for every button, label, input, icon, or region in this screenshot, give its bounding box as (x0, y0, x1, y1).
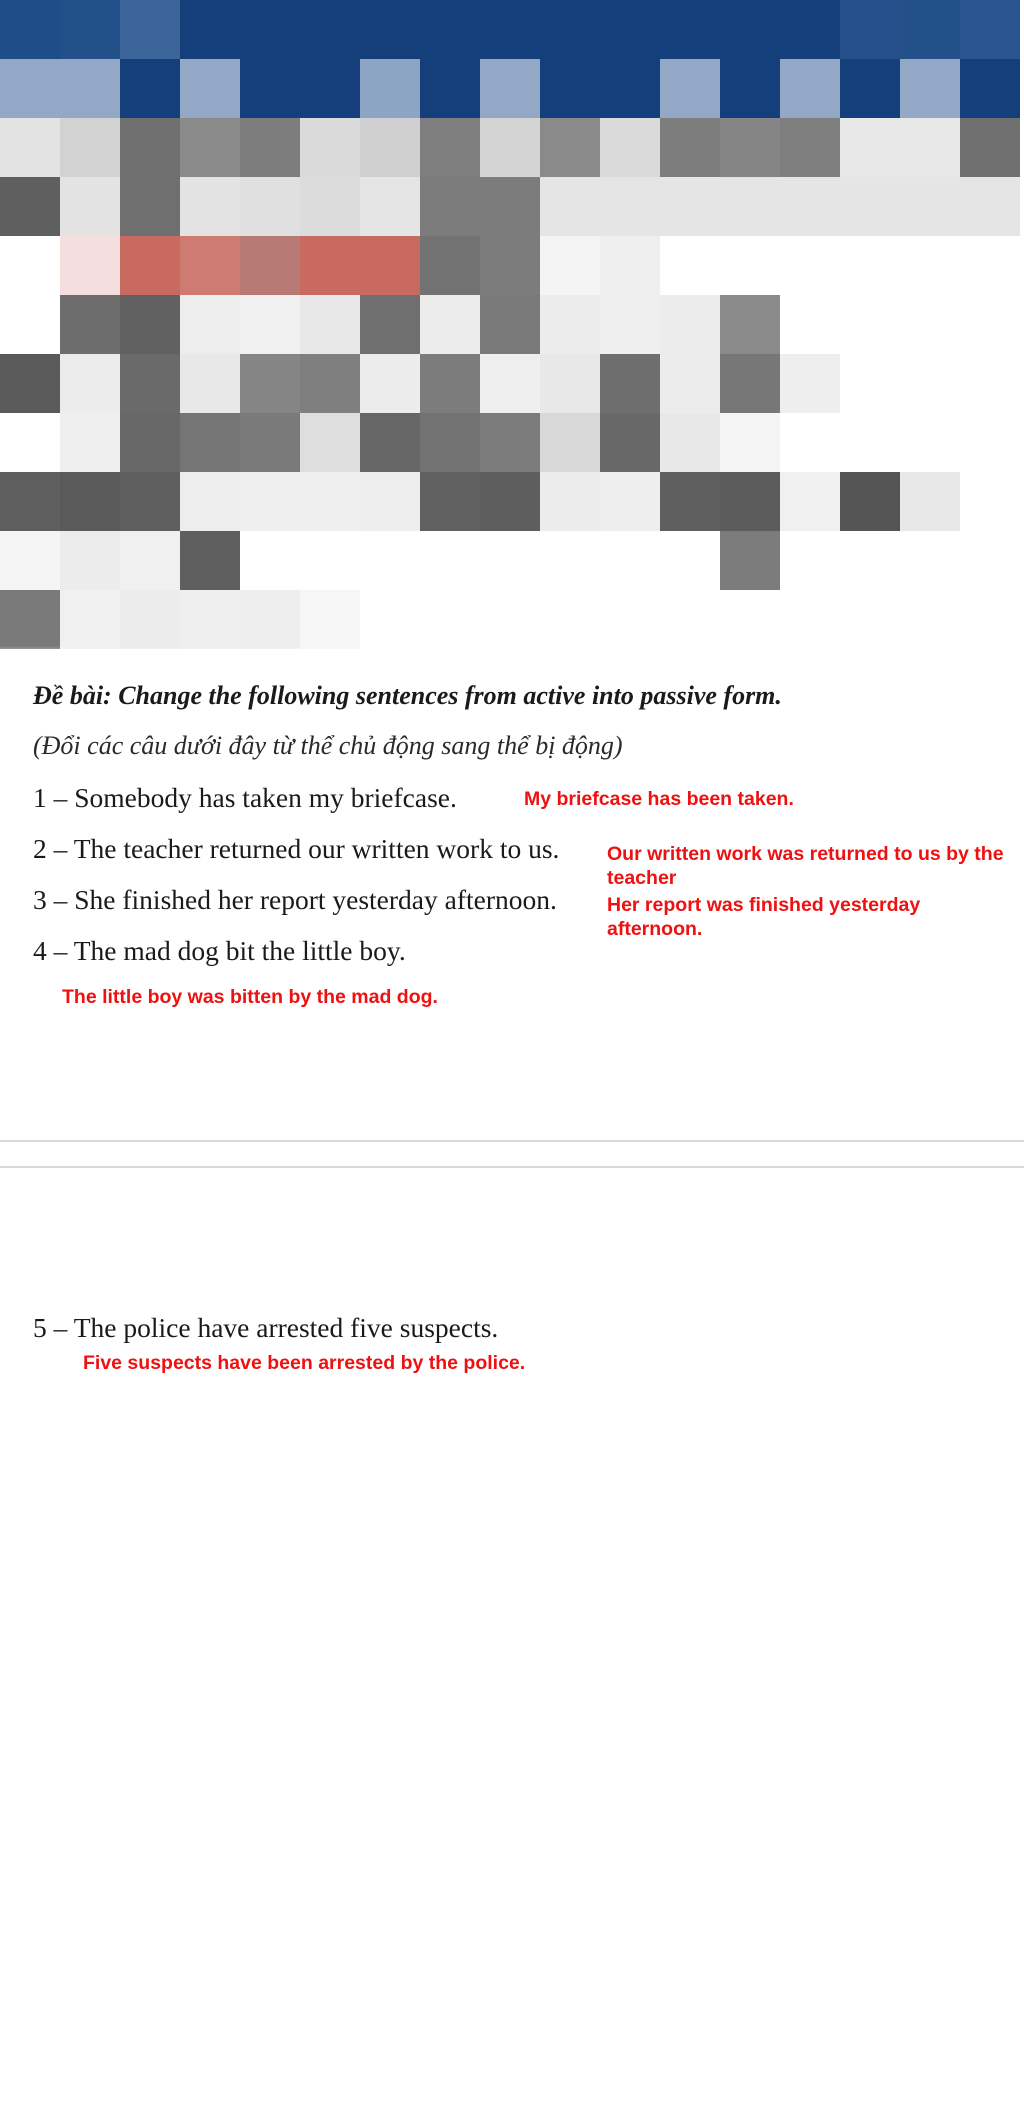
pixel-block (480, 295, 540, 354)
pixel-block (900, 177, 960, 236)
exercise-heading: Đề bài: Change the following sentences from active into passive form. (33, 681, 782, 710)
pixel-block (660, 118, 720, 177)
pixel-block (540, 354, 600, 413)
pixel-block (420, 413, 480, 472)
pixel-block (960, 118, 1020, 177)
pixel-block (540, 59, 600, 118)
pixel-block (360, 354, 420, 413)
pixel-block (420, 0, 480, 59)
pixel-block (900, 354, 960, 413)
pixel-block (0, 531, 60, 590)
banner-fade (0, 646, 1024, 660)
pixel-block (240, 531, 300, 590)
pixel-block (600, 0, 660, 59)
pixel-block (480, 118, 540, 177)
pixel-block (360, 0, 420, 59)
pixel-block (960, 295, 1020, 354)
pixel-block (300, 118, 360, 177)
pixel-block (600, 177, 660, 236)
pixel-block (840, 531, 900, 590)
pixel-block (120, 413, 180, 472)
pixel-block (660, 531, 720, 590)
pixel-block (360, 590, 420, 649)
pixel-block (60, 472, 120, 531)
pixel-block (180, 118, 240, 177)
pixel-block (60, 0, 120, 59)
question-1: 1 – Somebody has taken my briefcase. (33, 782, 457, 813)
pixel-block (900, 118, 960, 177)
pixel-block (360, 177, 420, 236)
exercise-subheading: (Đổi các câu dưới đây từ thể chủ động sang thể bị động) (33, 731, 623, 760)
pixel-block (420, 354, 480, 413)
pixel-block (60, 118, 120, 177)
question-3: 3 – She finished her report yesterday afternoon. (33, 884, 557, 915)
pixel-block (240, 59, 300, 118)
pixel-block (360, 236, 420, 295)
pixel-block (120, 0, 180, 59)
pixel-block (480, 531, 540, 590)
pixel-block (720, 531, 780, 590)
pixel-block (180, 590, 240, 649)
pixel-block (420, 531, 480, 590)
pixel-block (780, 354, 840, 413)
pixel-block (840, 295, 900, 354)
pixel-block (960, 177, 1020, 236)
pixel-block (240, 0, 300, 59)
pixel-block (660, 413, 720, 472)
pixel-block (420, 590, 480, 649)
pixel-block (600, 472, 660, 531)
pixel-block (420, 236, 480, 295)
pixel-block (540, 472, 600, 531)
pixel-block (660, 295, 720, 354)
pixel-block (540, 0, 600, 59)
pixel-block (900, 0, 960, 59)
pixel-block (540, 590, 600, 649)
pixel-block (420, 118, 480, 177)
pixel-block (540, 295, 600, 354)
pixel-block (0, 177, 60, 236)
pixel-block (360, 295, 420, 354)
pixel-block (0, 413, 60, 472)
pixel-block (780, 295, 840, 354)
pixel-block (480, 354, 540, 413)
pixel-block (540, 118, 600, 177)
pixel-block (360, 472, 420, 531)
pixel-block (180, 354, 240, 413)
pixel-block (120, 590, 180, 649)
pixel-block (720, 177, 780, 236)
pixel-block (240, 354, 300, 413)
pixel-block (60, 413, 120, 472)
pixel-block (420, 472, 480, 531)
pixel-block (0, 236, 60, 295)
pixel-block (600, 236, 660, 295)
pixel-block (600, 413, 660, 472)
pixel-block (600, 354, 660, 413)
pixel-block (720, 59, 780, 118)
pixel-block (0, 295, 60, 354)
question-5: 5 – The police have arrested five suspects. (33, 1312, 499, 1343)
pixel-block (240, 118, 300, 177)
pixel-block (0, 59, 60, 118)
pixel-block (480, 0, 540, 59)
pixel-block (480, 590, 540, 649)
pixel-block (780, 0, 840, 59)
pixel-block (840, 118, 900, 177)
pixel-block (600, 118, 660, 177)
pixel-block (720, 413, 780, 472)
pixel-block (960, 413, 1020, 472)
pixel-block (420, 295, 480, 354)
pixel-block (720, 236, 780, 295)
pixel-block (840, 472, 900, 531)
pixel-block (840, 354, 900, 413)
pixel-block (240, 413, 300, 472)
pixel-block (0, 354, 60, 413)
answer-4: The little boy was bitten by the mad dog. (62, 986, 438, 1008)
pixel-block (480, 177, 540, 236)
pixel-block (780, 177, 840, 236)
answer-2: Our written work was returned to us by the teacher (607, 843, 1004, 889)
pixel-block (900, 295, 960, 354)
pixel-block (0, 590, 60, 649)
pixel-block (900, 472, 960, 531)
pixel-block (960, 472, 1020, 531)
pixel-block (60, 177, 120, 236)
pixel-block (720, 295, 780, 354)
pixel-block (180, 531, 240, 590)
pixel-block (840, 0, 900, 59)
pixel-block (780, 590, 840, 649)
answer-1: My briefcase has been taken. (524, 788, 794, 810)
pixel-block (420, 59, 480, 118)
pixel-block (300, 354, 360, 413)
pixel-block (840, 177, 900, 236)
pixel-block (780, 236, 840, 295)
pixel-block (840, 236, 900, 295)
pixel-block (0, 0, 60, 59)
answer-5: Five suspects have been arrested by the police. (83, 1352, 526, 1374)
pixel-block (900, 531, 960, 590)
pixel-block (300, 295, 360, 354)
pixel-block (720, 0, 780, 59)
pixel-block (360, 59, 420, 118)
pixel-block (300, 236, 360, 295)
pixel-block (360, 118, 420, 177)
pixel-block (0, 118, 60, 177)
pixel-block (780, 531, 840, 590)
pixel-block (540, 236, 600, 295)
pixel-block (60, 590, 120, 649)
pixel-block (60, 354, 120, 413)
pixel-block (420, 177, 480, 236)
pixel-block (300, 0, 360, 59)
pixel-block (240, 177, 300, 236)
pixel-block (60, 531, 120, 590)
pixelated-header-image (0, 0, 1024, 660)
pixel-block (840, 590, 900, 649)
pixel-block (600, 590, 660, 649)
pixel-block (660, 590, 720, 649)
pixel-block (660, 354, 720, 413)
pixel-block (300, 59, 360, 118)
pixel-block (480, 236, 540, 295)
pixel-block (720, 354, 780, 413)
pixel-block (120, 177, 180, 236)
pixel-block (180, 413, 240, 472)
pixel-block (180, 59, 240, 118)
pixel-block (300, 177, 360, 236)
pixel-block (720, 590, 780, 649)
pixel-block (120, 531, 180, 590)
pixel-block (180, 0, 240, 59)
pixel-block (900, 413, 960, 472)
pixel-block (60, 236, 120, 295)
pixel-block (180, 472, 240, 531)
pixel-block (660, 0, 720, 59)
pixel-block (960, 59, 1020, 118)
pixel-block (120, 118, 180, 177)
pixel-block (660, 236, 720, 295)
pixel-block (120, 59, 180, 118)
pixel-block (300, 413, 360, 472)
pixel-block (120, 354, 180, 413)
pixel-block (180, 236, 240, 295)
pixel-block (780, 413, 840, 472)
pixel-block (60, 59, 120, 118)
pixel-block (540, 177, 600, 236)
pixel-block (480, 59, 540, 118)
pixel-block (960, 236, 1020, 295)
pixel-block (180, 295, 240, 354)
pixel-block (120, 236, 180, 295)
question-2: 2 – The teacher returned our written work to us. (33, 833, 560, 864)
pixel-block (660, 177, 720, 236)
question-4: 4 – The mad dog bit the little boy. (33, 935, 406, 966)
pixel-block (780, 59, 840, 118)
pixel-block (660, 472, 720, 531)
pixel-block (480, 413, 540, 472)
pixel-block (840, 413, 900, 472)
pixel-block (540, 531, 600, 590)
pixel-block (60, 295, 120, 354)
pixel-block (120, 472, 180, 531)
pixel-block (720, 118, 780, 177)
pixel-block (900, 59, 960, 118)
pixel-block (600, 531, 660, 590)
pixel-block (600, 295, 660, 354)
pixel-block (180, 177, 240, 236)
pixel-block (960, 0, 1020, 59)
pixel-block (540, 413, 600, 472)
pixel-block (240, 295, 300, 354)
pixel-block (300, 472, 360, 531)
pixel-block (780, 472, 840, 531)
pixel-block (120, 295, 180, 354)
pixel-block (840, 59, 900, 118)
pixel-block (900, 236, 960, 295)
pixel-block (300, 531, 360, 590)
pixel-block (660, 59, 720, 118)
pixel-block (0, 472, 60, 531)
pixel-block (360, 531, 420, 590)
pixel-block (780, 118, 840, 177)
pixel-block (240, 236, 300, 295)
pixel-block (300, 590, 360, 649)
pixel-block (960, 531, 1020, 590)
pixel-block (240, 472, 300, 531)
pixel-block (720, 472, 780, 531)
pixel-block (960, 354, 1020, 413)
answer-3: Her report was finished yesterday afternoon. (607, 894, 921, 940)
pixel-block (480, 472, 540, 531)
page-break (0, 1140, 1024, 1168)
pixel-block (960, 590, 1020, 649)
pixel-block (600, 59, 660, 118)
pixel-block (360, 413, 420, 472)
pixel-block (240, 590, 300, 649)
pixel-block (900, 590, 960, 649)
